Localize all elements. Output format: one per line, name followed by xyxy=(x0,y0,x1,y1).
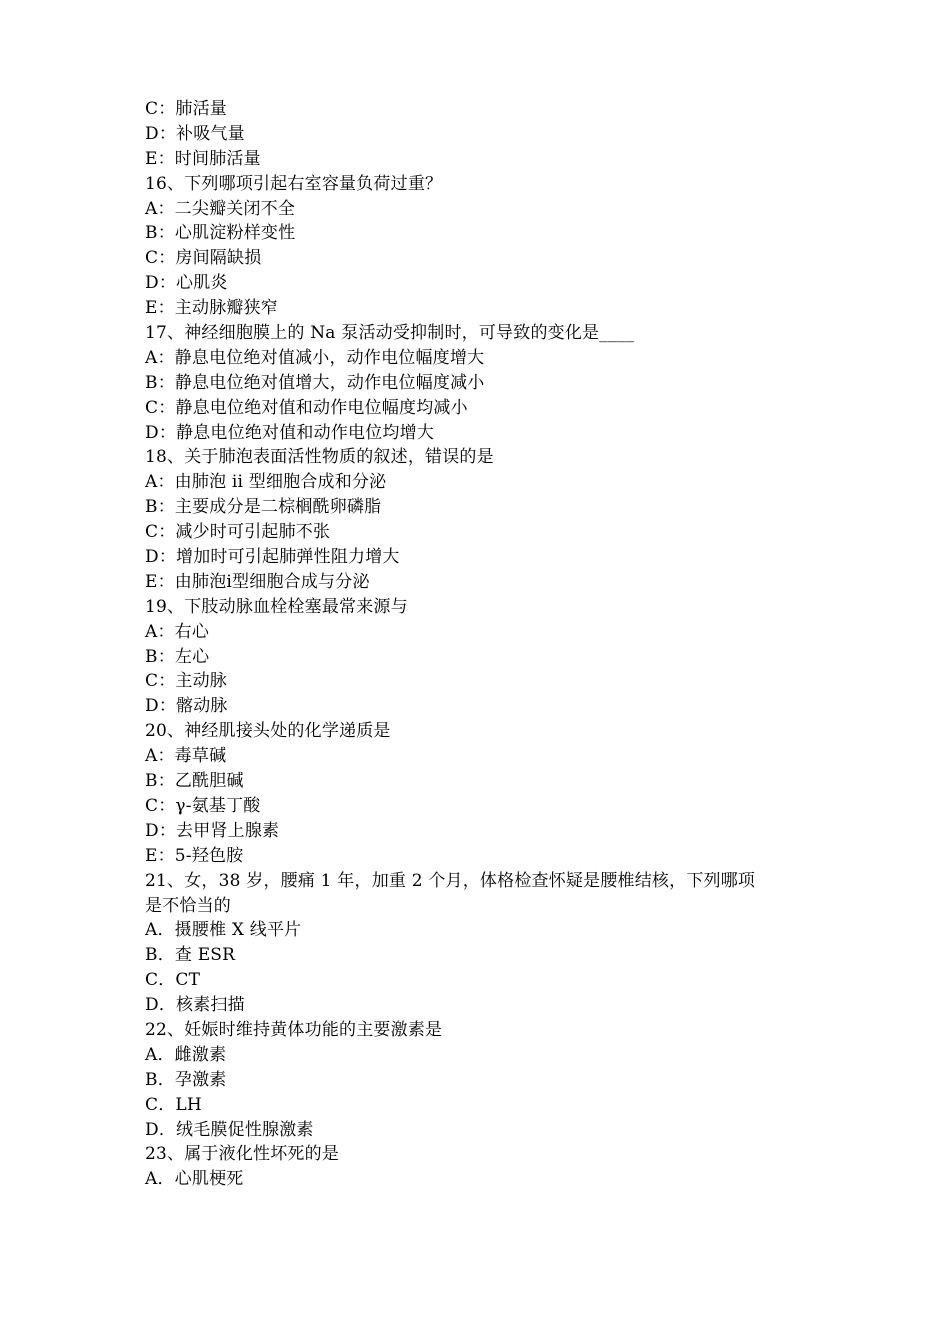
option-line: E：5-羟色胺 xyxy=(145,845,244,866)
option-line: A：静息电位绝对值减小，动作电位幅度增大 xyxy=(145,347,485,368)
option-line: E：由肺泡ⅰ型细胞合成与分泌 xyxy=(145,571,370,592)
option-line: D．绒毛膜促性腺激素 xyxy=(145,1119,314,1140)
option-line: A：毒草碱 xyxy=(145,746,227,767)
question-23: 23、属于液化性坏死的是 xyxy=(145,1144,340,1165)
option-line: D：补吸气量 xyxy=(145,123,245,144)
option-line: B：乙酰胆碱 xyxy=(145,771,244,792)
option-line: C．LH xyxy=(145,1094,202,1115)
option-line: B：静息电位绝对值增大，动作电位幅度减小 xyxy=(145,372,485,393)
question-16: 16、下列哪项引起右室容量负荷过重？ xyxy=(145,173,443,194)
option-line: E：主动脉瓣狭窄 xyxy=(145,298,279,319)
option-line: B．孕激素 xyxy=(145,1069,227,1090)
option-line: C：减少时可引起肺不张 xyxy=(145,522,331,543)
option-line: C：γ-氨基丁酸 xyxy=(145,795,261,816)
option-line: A．心肌梗死 xyxy=(145,1169,244,1190)
question-21-continued: 是不恰当的 xyxy=(145,895,231,916)
option-line: B：心肌淀粉样变性 xyxy=(145,223,296,244)
option-line: B：主要成分是二棕榈酰卵磷脂 xyxy=(145,497,382,518)
option-line: C．CT xyxy=(145,970,201,991)
question-21: 21、女，38 岁，腰痛 1 年，加重 2 个月，体格检查怀疑是腰椎结核，下列哪项 xyxy=(145,870,756,891)
option-line: D：去甲肾上腺素 xyxy=(145,820,280,841)
option-line: D：髂动脉 xyxy=(145,696,228,717)
option-line: D：静息电位绝对值和动作电位均增大 xyxy=(145,422,435,443)
option-line: A．摄腰椎 X 线平片 xyxy=(145,920,302,941)
option-line: A：由肺泡 ii 型细胞合成和分泌 xyxy=(145,472,387,493)
option-line: A．雌激素 xyxy=(145,1044,227,1065)
option-line: C：静息电位绝对值和动作电位幅度均减小 xyxy=(145,397,468,418)
option-line: D．核素扫描 xyxy=(145,995,245,1016)
question-17: 17、神经细胞膜上的 Na 泵活动受抑制时，可导致的变化是____ xyxy=(145,323,635,344)
option-line: A：右心 xyxy=(145,621,210,642)
option-line: C：肺活量 xyxy=(145,99,228,119)
option-line: A：二尖瓣关闭不全 xyxy=(145,198,296,219)
question-22: 22、妊娠时维持黄体功能的主要激素是 xyxy=(145,1019,443,1040)
question-text-block xyxy=(145,97,825,1192)
question-20: 20、神经肌接头处的化学递质是 xyxy=(145,721,391,742)
question-18: 18、关于肺泡表面活性物质的叙述，错误的是 xyxy=(145,447,494,468)
option-line: C：主动脉 xyxy=(145,671,228,692)
option-line: B：左心 xyxy=(145,646,210,667)
option-line: D：心肌炎 xyxy=(145,273,228,294)
option-line: E：时间肺活量 xyxy=(145,148,261,169)
option-line: B．查 ESR xyxy=(145,945,236,966)
question-19: 19、下肢动脉血栓栓塞最常来源与 xyxy=(145,596,408,617)
option-line: C：房间隔缺损 xyxy=(145,248,262,269)
option-line: D：增加时可引起肺弹性阻力增大 xyxy=(145,547,400,568)
